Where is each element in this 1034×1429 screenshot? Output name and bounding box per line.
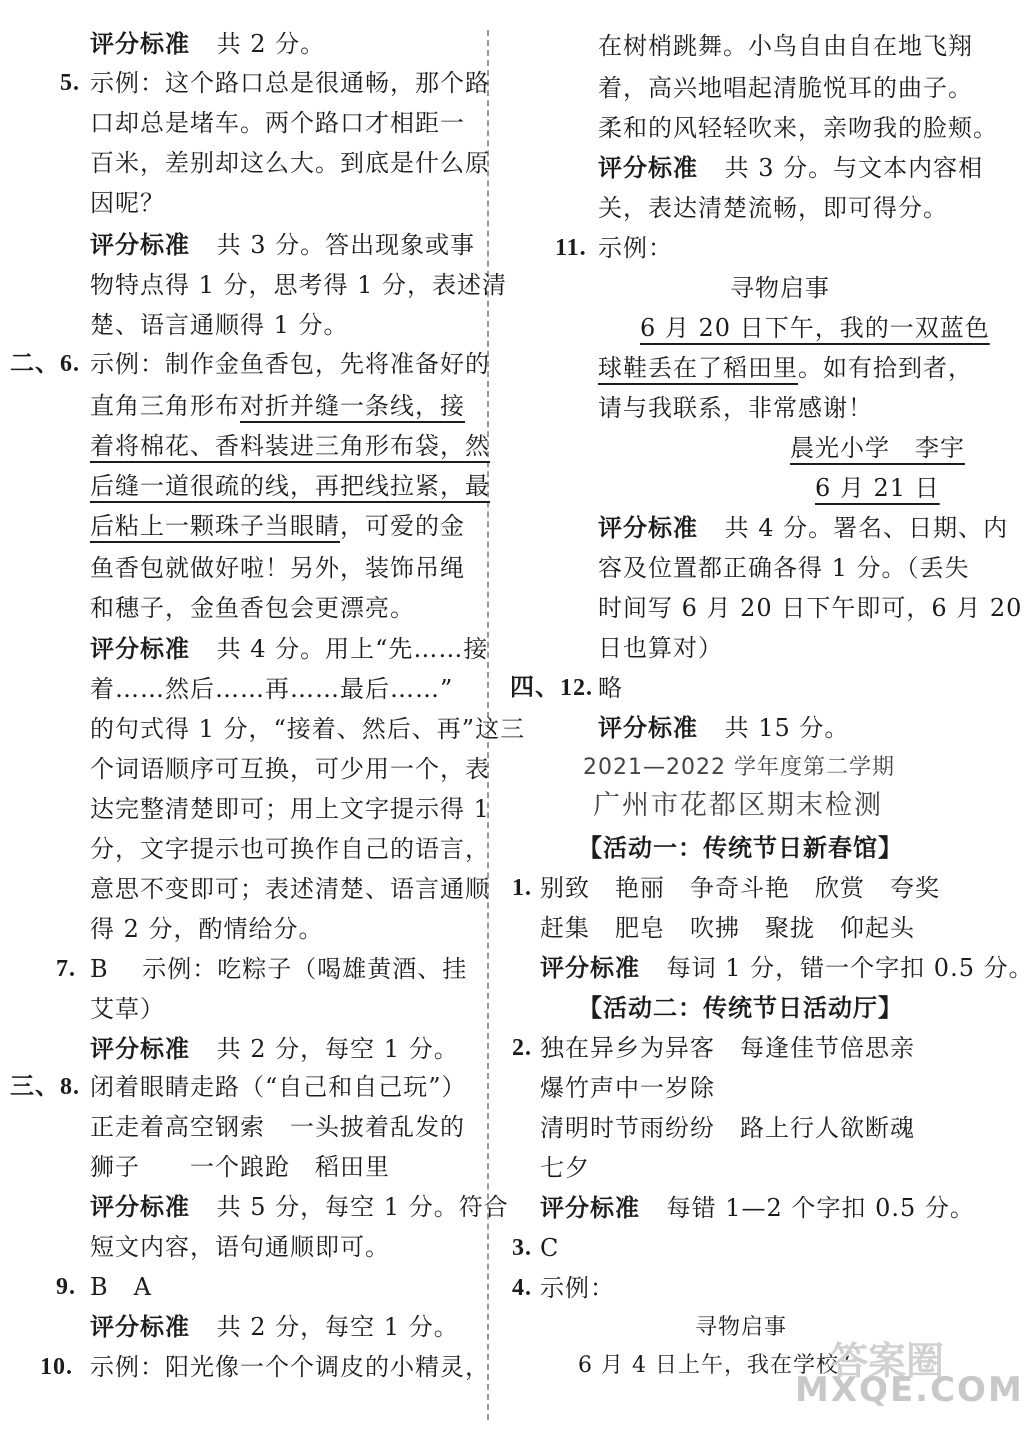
score-standard-text: 共 3 分。与文本内容相 (724, 154, 984, 182)
answer-line: 示例：这个路口总是很通畅，那个路 (90, 69, 490, 97)
score-standard-text: 容及位置都正确各得 1 分。（丢失 (598, 554, 970, 582)
notice-line: 请与我联系，非常感谢！ (598, 394, 873, 422)
question-number: 7. (56, 956, 76, 982)
score-standard-row (90, 1191, 509, 1223)
score-standard-row (540, 952, 1034, 984)
answer-line: 别致 艳丽 争奇斗艳 欣赏 夸奖 (540, 874, 940, 902)
question-number: 5. (60, 70, 80, 96)
answer-line: 示例：阳光像一个个调皮的小精灵， (90, 1353, 490, 1381)
question-number: 1. (512, 875, 532, 901)
section-question-number: 二、6. (10, 351, 80, 377)
score-standard-text: 共 4 分。署名、日期、内 (724, 514, 1009, 542)
score-standard-text: 共 5 分，每空 1 分。符合 (216, 1193, 509, 1221)
score-standard-row (90, 229, 475, 261)
answer-line: 示例： (598, 234, 673, 262)
activity-heading: 【活动一：传统节日新春馆】 (578, 833, 903, 862)
answer-line: 正走着高空钢索 一头披着乱发的 (90, 1113, 465, 1141)
exam-year: 2021—2022 学年度第二学期 (583, 755, 895, 780)
answer-line: 独在异乡为异客 每逢佳节倍思亲 (540, 1034, 915, 1062)
answer-line: 清明时节雨纷纷 路上行人欲断魂 (540, 1114, 915, 1142)
answer-line: 在树梢跳舞。小鸟自由自在地飞翔 (598, 32, 973, 60)
underlined-line: 后缝一道很疏的线，再把线拉紧，最 (90, 472, 490, 500)
score-standard-text: 楚、语言通顺得 1 分。 (90, 311, 349, 339)
answer-line: C (540, 1234, 560, 1262)
score-standard-row (598, 712, 849, 744)
watermark-logo: 答案圈 (830, 1339, 945, 1383)
answer-line: 赶集 肥皂 吹拂 聚拢 仰起头 (540, 914, 915, 942)
answer-line (90, 390, 465, 422)
notice-signature: 晨光小学 李宇 (790, 434, 965, 462)
answer-line: B 示例：吃粽子（喝雄黄酒、挂 (90, 955, 468, 983)
score-standard-label: 评分标准 (598, 514, 698, 542)
watermark-text: MXQE.COM (795, 1370, 1024, 1410)
score-standard-label: 评分标准 (90, 635, 190, 663)
answer-line: 爆竹声中一岁除 (540, 1074, 715, 1102)
answer-segment: 直角三角形布 (90, 392, 240, 420)
answer-line: 和穗子，金鱼香包会更漂亮。 (90, 594, 415, 622)
question-number: 10. (40, 1354, 73, 1380)
answer-line: 鱼香包就做好啦！另外，装饰吊绳 (90, 554, 465, 582)
activity-heading: 【活动二：传统节日活动厅】 (578, 993, 903, 1022)
score-standard-text: 关，表达清楚流畅，即可得分。 (598, 194, 948, 222)
score-standard-row (90, 1311, 459, 1343)
score-standard-text: 共 2 分，每空 1 分。 (216, 1035, 459, 1063)
notice-line (598, 352, 973, 384)
score-standard-text: 短文内容，语句通顺即可。 (90, 1233, 390, 1261)
answer-line: B A (90, 1273, 152, 1301)
score-standard-text: 共 4 分。用上“先……接 (216, 635, 489, 663)
score-standard-label: 评分标准 (540, 954, 640, 982)
score-standard-text: 共 3 分。答出现象或事 (216, 231, 476, 259)
question-number: 4. (512, 1275, 532, 1301)
score-standard-text: 意思不变即可；表述清楚、语言通顺 (90, 875, 490, 903)
score-standard-text: 着……然后……再……最后……” (90, 675, 454, 703)
answer-line: 柔和的风轻轻吹来，亲吻我的脸颊。 (598, 114, 998, 142)
score-standard-label: 评分标准 (90, 1035, 190, 1063)
notice-segment: 。如有拾到者， (798, 354, 973, 382)
score-standard-text: 个词语顺序可互换，可少用一个，表 (90, 755, 490, 783)
answer-line: 着，高兴地唱起清脆悦耳的曲子。 (598, 74, 973, 102)
score-standard-text: 时间写 6 月 20 日下午即可，6 月 20 (598, 594, 1023, 622)
notice-date: 6 月 21 日 (815, 474, 940, 502)
question-number: 2. (512, 1035, 532, 1061)
score-standard-text: 得 2 分，酌情给分。 (90, 915, 324, 943)
answer-line: 口却总是堵车。两个路口才相距一 (90, 109, 465, 137)
score-standard-text: 日也算对） (598, 634, 723, 662)
score-standard-text: 共 15 分。 (724, 714, 850, 742)
score-standard-label: 评分标准 (90, 1313, 190, 1341)
score-standard-row (598, 512, 1008, 544)
answer-line: 狮子 一个踉跄 稻田里 (90, 1153, 390, 1181)
score-standard-text: 物特点得 1 分，思考得 1 分，表述清 (90, 271, 508, 299)
answer-line: 因呢？ (90, 189, 165, 217)
question-number: 11. (555, 235, 587, 261)
answer-line (90, 510, 465, 542)
score-standard-label: 评分标准 (90, 1193, 190, 1221)
score-standard-row (90, 28, 325, 60)
score-standard-label: 评分标准 (90, 231, 190, 259)
answer-line: 示例：制作金鱼香包，先将准备好的 (90, 350, 490, 378)
score-standard-text: 共 2 分。 (216, 30, 326, 58)
underlined-segment: 后粘上一颗珠子当眼睛 (90, 512, 340, 540)
notice-title: 寻物启事 (730, 274, 830, 302)
score-standard-text: 每词 1 分，错一个字扣 0.5 分。 (666, 954, 1034, 982)
score-standard-text: 的句式得 1 分，“接着、然后、再”这三 (90, 715, 526, 743)
score-standard-row (540, 1192, 975, 1224)
answer-line: 略 (598, 674, 623, 702)
notice-title: 寻物启事 (695, 1315, 788, 1340)
score-standard-label: 评分标准 (598, 714, 698, 742)
section-question-number: 三、8. (10, 1074, 80, 1100)
score-standard-row (90, 1033, 459, 1065)
section-question-number: 四、12. (510, 675, 593, 701)
score-standard-label: 评分标准 (598, 154, 698, 182)
score-standard-label: 评分标准 (90, 30, 190, 58)
score-standard-text: 共 2 分，每空 1 分。 (216, 1313, 459, 1341)
question-number: 9. (56, 1274, 76, 1300)
answer-line: 百米，差别却这么大。到底是什么原 (90, 149, 490, 177)
answer-line: 示例： (540, 1274, 615, 1302)
answer-line: 闭着眼睛走路（“自己和自己玩”） (90, 1073, 467, 1101)
notice-line: 6 月 4 日上午，我在学校“ (578, 1353, 852, 1378)
score-standard-row (598, 152, 983, 184)
answer-line: 艾草） (90, 995, 165, 1023)
answer-segment: ，可爱的金 (340, 512, 465, 540)
answer-line: 七夕 (540, 1154, 590, 1182)
score-standard-text: 每错 1—2 个字扣 0.5 分。 (666, 1194, 975, 1222)
score-standard-text: 分，文字提示也可换作自己的语言， (90, 835, 490, 863)
score-standard-label: 评分标准 (540, 1194, 640, 1222)
underlined-segment: 对折并缝一条线，接 (240, 392, 465, 420)
question-number: 3. (512, 1235, 532, 1261)
underlined-segment: 球鞋丢在了稻田里 (598, 354, 798, 382)
score-standard-text: 达完整清楚即可；用上文字提示得 1 (90, 795, 490, 823)
score-standard-row (90, 633, 488, 665)
exam-title: 广州市花都区期末检测 (593, 790, 883, 821)
underlined-line: 着将棉花、香料装进三角形布袋，然 (90, 432, 490, 460)
notice-line: 6 月 20 日下午，我的一双蓝色 (640, 314, 990, 342)
